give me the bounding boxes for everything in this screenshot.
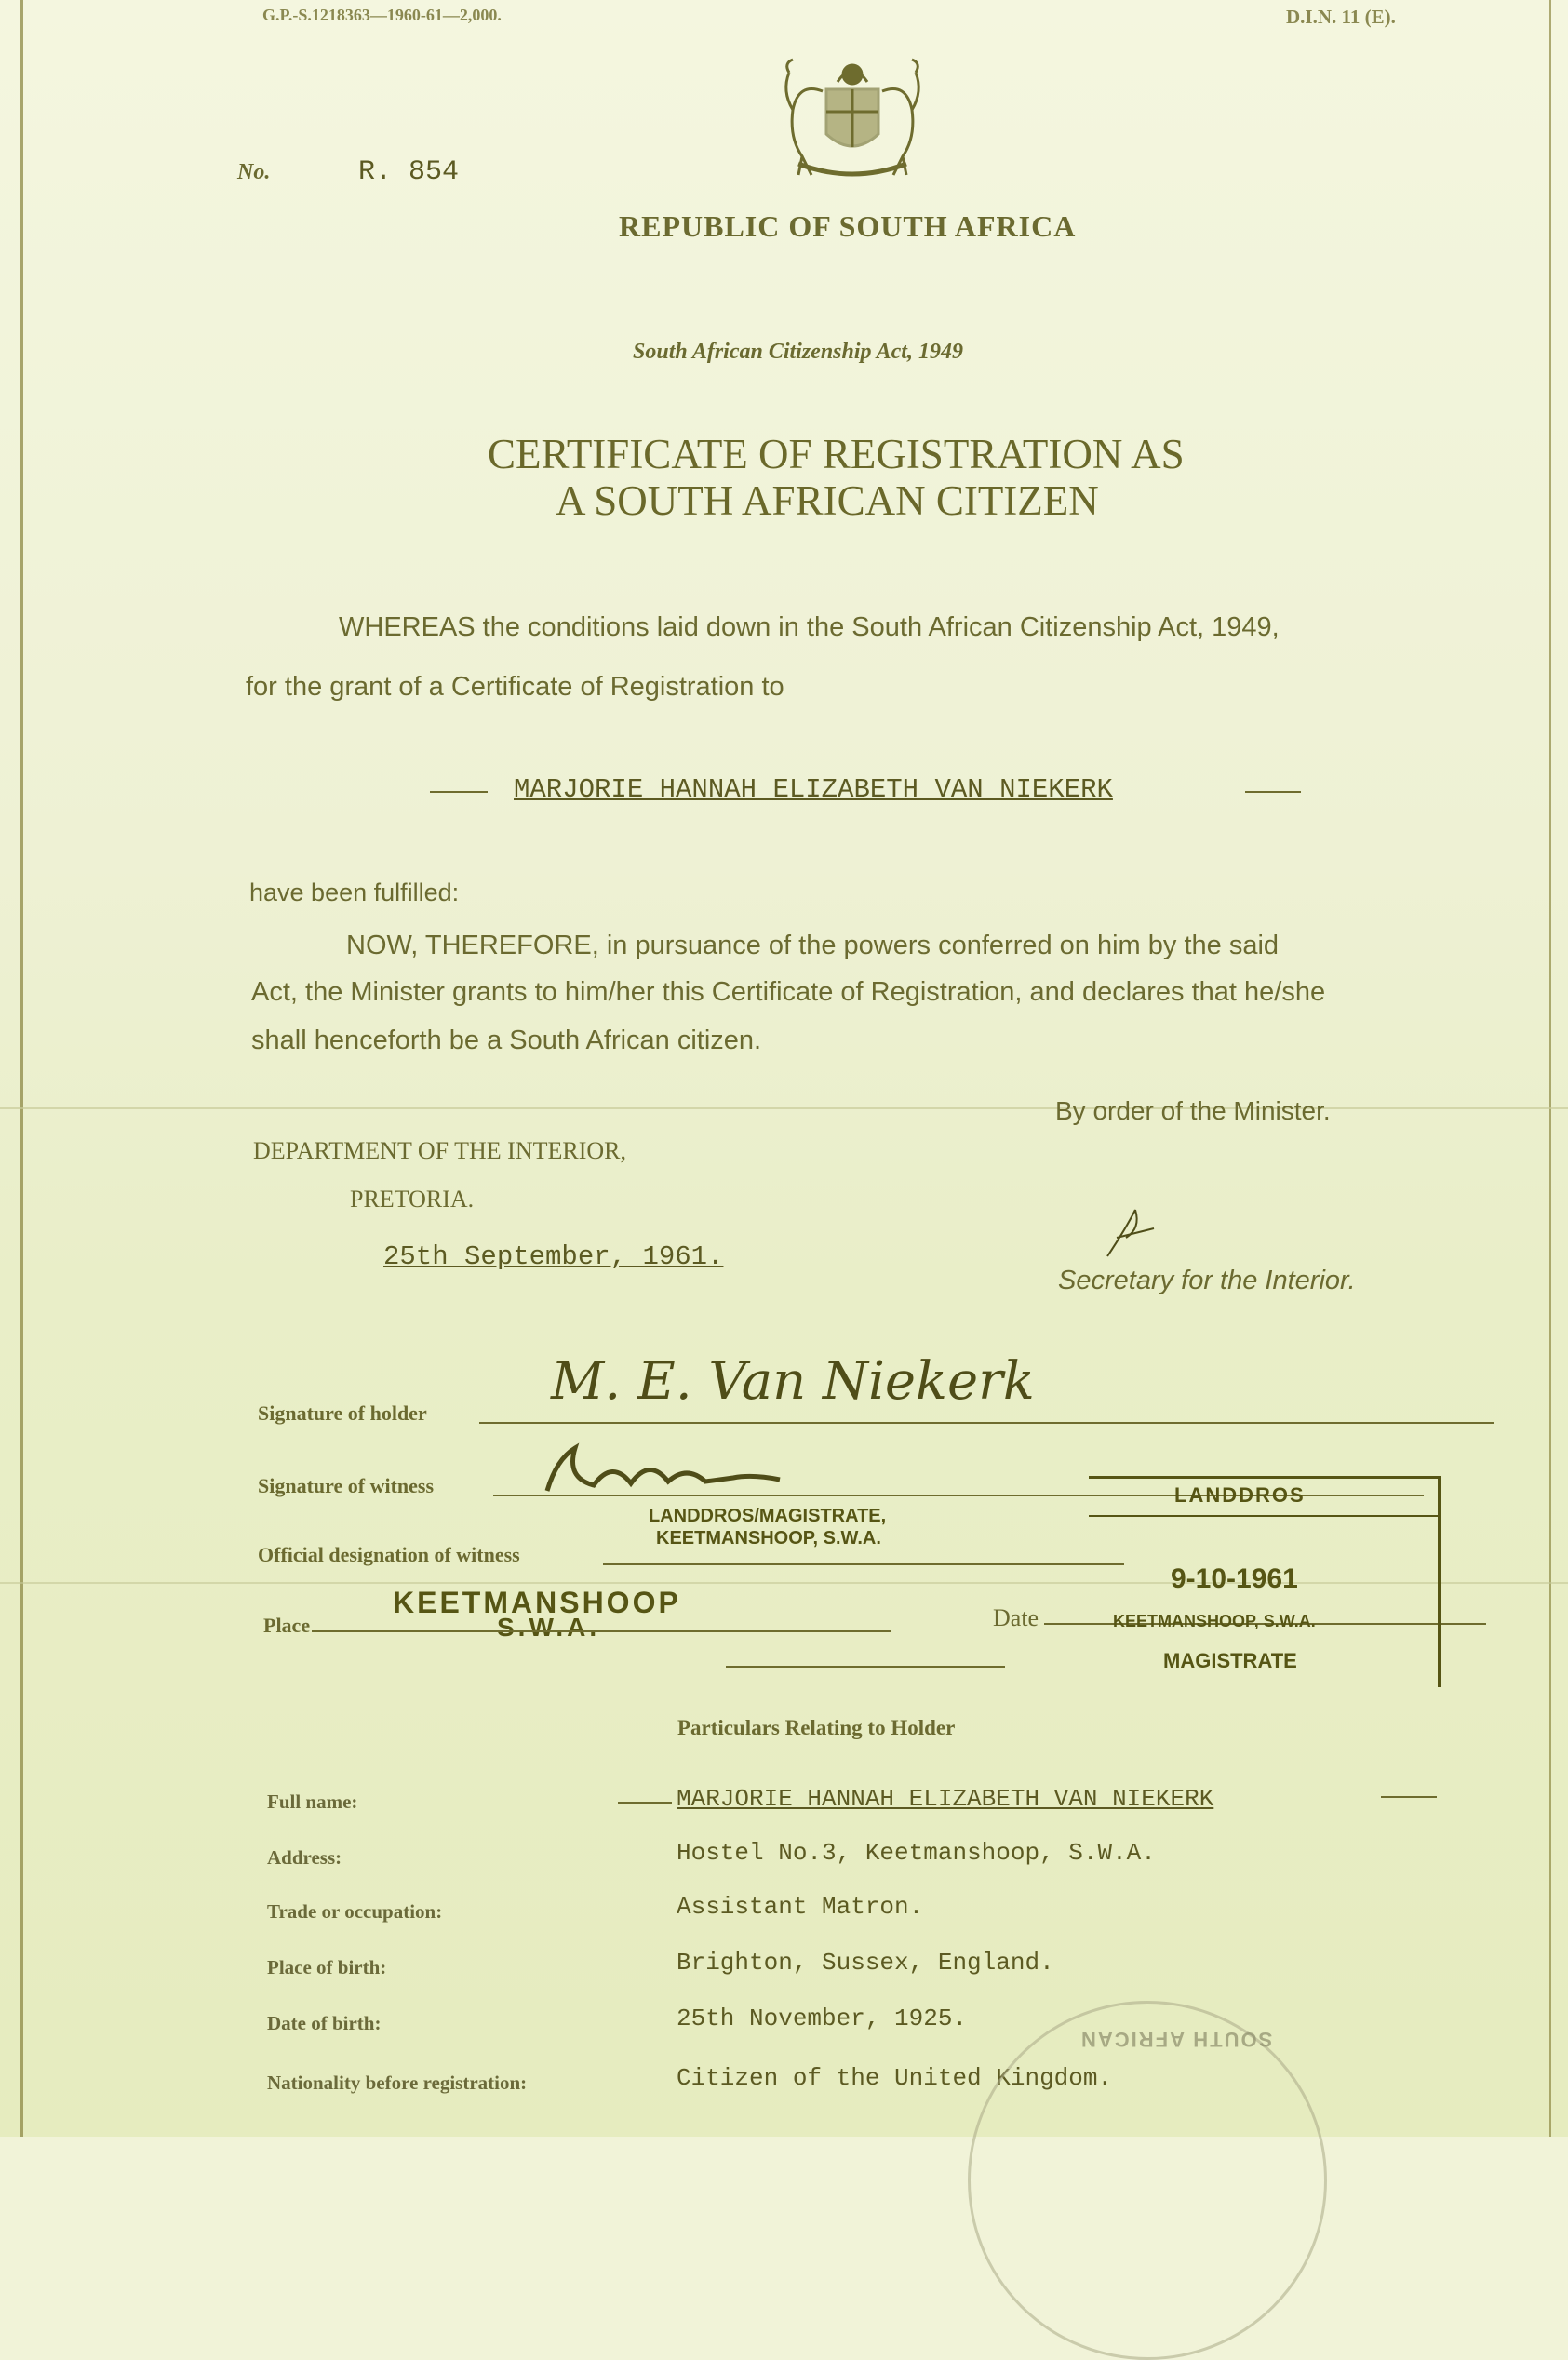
particular-label-place-of-birth: Place of birth: (267, 1956, 387, 1978)
official-designation-label: Official designation of witness (258, 1543, 520, 1566)
place-line (312, 1630, 891, 1632)
republic-heading: REPUBLIC OF SOUTH AFRICA (619, 209, 1077, 243)
official-designation-line (603, 1563, 1124, 1565)
date-stamp-top: LANDDROS (1174, 1483, 1306, 1507)
place-label: Place (263, 1614, 311, 1637)
round-stamp-text: SOUTH AFRICAN (1079, 2028, 1273, 2051)
date-stamp-date: 9-10-1961 (1171, 1563, 1298, 1594)
particular-label-full-name: Full name: (267, 1790, 358, 1813)
now-therefore-line-3: shall henceforth be a South African citizen. (251, 1026, 762, 1055)
certificate-number: R. 854 (358, 156, 460, 188)
stamp-rule (726, 1666, 1005, 1668)
particular-value-nationality: Citizen of the United Kingdom. (677, 2064, 1113, 2092)
now-therefore-line-2: Act, the Minister grants to him/her this Certificate of Registration, and declares that he/she (251, 977, 1326, 1007)
particulars-heading: Particulars Relating to Holder (677, 1716, 956, 1739)
right-border-line (1549, 0, 1551, 2137)
particular-label-occupation: Trade or occupation: (267, 1900, 443, 1923)
particular-value-address: Hostel No.3, Keetmanshoop, S.W.A. (677, 1839, 1156, 1867)
name-rule-right (1245, 791, 1301, 793)
title-line-2: A SOUTH AFRICAN CITIZEN (556, 477, 1099, 524)
title-line-1: CERTIFICATE OF REGISTRATION AS (488, 431, 1185, 477)
left-border-line (20, 0, 23, 2137)
coat-of-arms-icon (761, 54, 944, 184)
fold-crease (0, 1107, 1568, 1109)
secretary-signature (1098, 1200, 1182, 1266)
fulfilled-text: have been fulfilled: (249, 878, 460, 906)
witness-signature (538, 1441, 787, 1500)
date-stamp-rule (1089, 1515, 1441, 1517)
holder-signature-label: Signature of holder (258, 1401, 427, 1425)
now-therefore-line-1: NOW, THEREFORE, in pursuance of the powers conferred on him by the said (346, 931, 1280, 960)
full-name-rule-right (1381, 1796, 1437, 1798)
date-label: Date (993, 1604, 1039, 1631)
whereas-line-1: WHEREAS the conditions laid down in the South African Citizenship Act, 1949, (339, 612, 1280, 642)
witness-signature-label: Signature of witness (258, 1474, 435, 1497)
particular-value-date-of-birth: 25th November, 1925. (677, 2005, 968, 2032)
holder-name: MARJORIE HANNAH ELIZABETH VAN NIEKERK (514, 774, 1113, 805)
name-rule-left (430, 791, 488, 793)
issue-date: 25th September, 1961. (383, 1241, 724, 1272)
number-label: No. (237, 160, 271, 184)
full-name-rule-left (618, 1802, 672, 1804)
holder-signature: M. E. Van Niekerk (551, 1351, 1035, 1412)
department-text: DEPARTMENT OF THE INTERIOR, (253, 1137, 626, 1164)
particular-value-place-of-birth: Brighton, Sussex, England. (677, 1949, 1054, 1977)
form-code: D.I.N. 11 (E). (1286, 6, 1396, 28)
secretary-title: Secretary for the Interior. (1058, 1266, 1356, 1295)
whereas-line-2: for the grant of a Certificate of Registration to (246, 672, 784, 702)
print-code: G.P.-S.1218363—1960-61—2,000. (262, 6, 502, 24)
holder-signature-line (479, 1422, 1494, 1424)
round-stamp (968, 2001, 1327, 2360)
official-stamp-line-1: LANDDROS/MAGISTRATE, (649, 1506, 887, 1526)
particular-label-address: Address: (267, 1846, 342, 1869)
particular-label-date-of-birth: Date of birth: (267, 2012, 382, 2034)
city-text: PRETORIA. (350, 1186, 475, 1213)
particular-value-occupation: Assistant Matron. (677, 1893, 924, 1921)
date-stamp-city: KEETMANSHOOP, S.W.A. (1113, 1612, 1316, 1630)
act-heading: South African Citizenship Act, 1949 (633, 340, 963, 364)
place-stamp-line-1: KEETMANSHOOP (393, 1586, 681, 1619)
particular-value-full-name: MARJORIE HANNAH ELIZABETH VAN NIEKERK (677, 1785, 1214, 1813)
particular-label-nationality: Nationality before registration: (267, 2072, 528, 2094)
official-stamp-line-2: KEETMANSHOOP, S.W.A. (656, 1528, 881, 1549)
date-stamp-bottom: MAGISTRATE (1163, 1649, 1297, 1672)
by-order-text: By order of the Minister. (1055, 1096, 1331, 1125)
place-stamp-line-2: S.W.A. (497, 1613, 601, 1642)
